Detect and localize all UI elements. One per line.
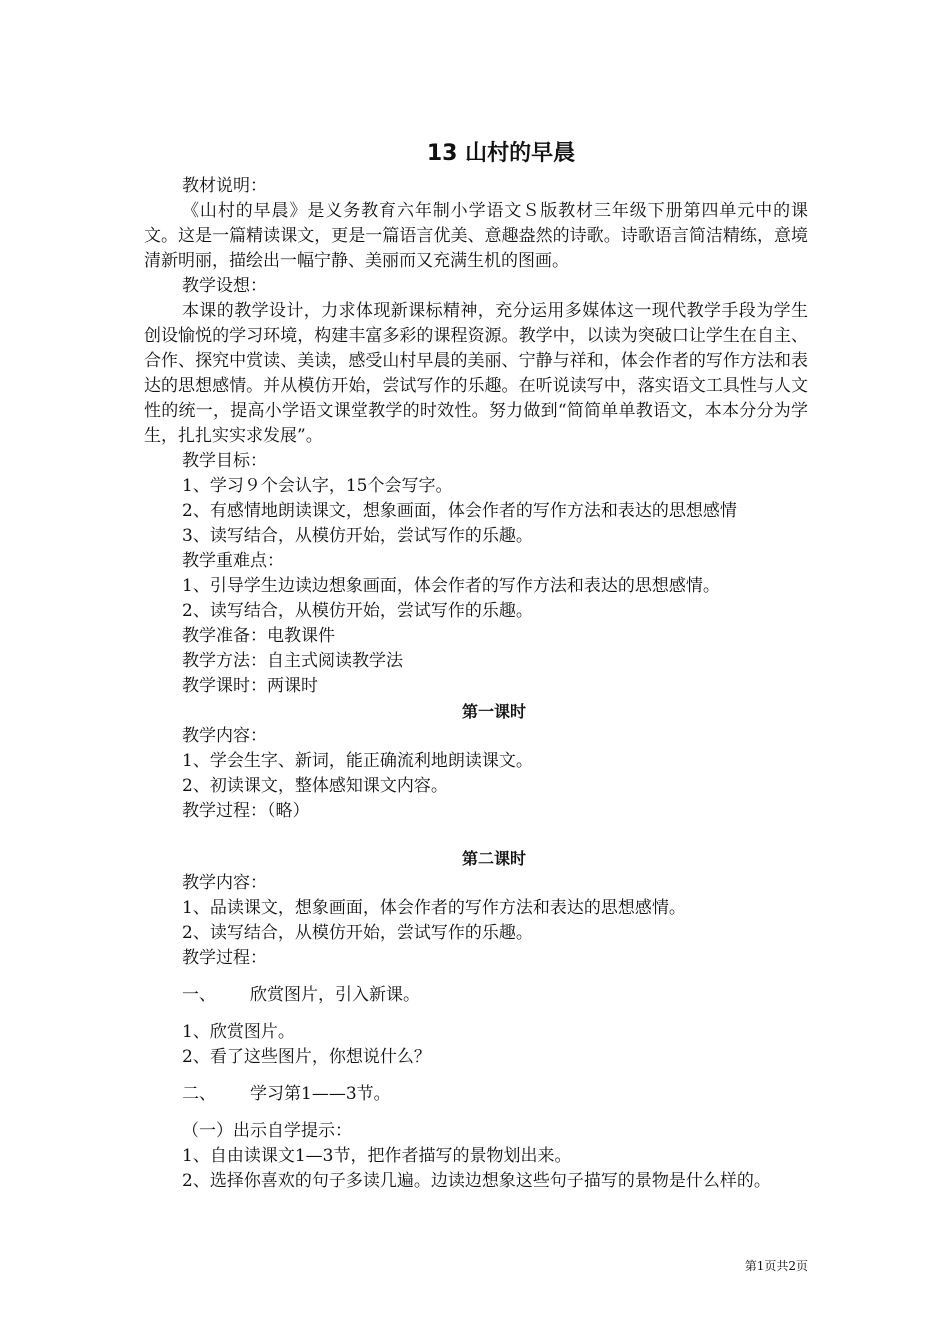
- lesson1-heading: 第一课时: [461, 702, 526, 721]
- step1-item: 1、欣赏图片。: [182, 1022, 295, 1042]
- teaching-hours: 教学课时：两课时: [182, 676, 318, 696]
- sub-step-item: 2、选择你喜欢的句子多读几遍。边读边想象这些句子描写的景物是什么样的。: [182, 1171, 771, 1191]
- lesson1-item: 1、学会生字、新词，能正确流利地朗读课文。: [182, 751, 533, 771]
- sub-step-label: （一）出示自学提示：: [182, 1121, 352, 1141]
- lesson2-item: 1、品读课文，想象画面，体会作者的写作方法和表达的思想感情。: [182, 898, 686, 918]
- sub-step-item: 1、自由读课文1—3节，把作者描写的景物划出来。: [182, 1146, 572, 1166]
- spacer: [144, 1070, 808, 1082]
- teaching-method: 教学方法：自主式阅读教学法: [182, 651, 403, 671]
- step1-item: 2、看了这些图片，你想说什么？: [182, 1047, 431, 1067]
- goals-label: 教学目标：: [182, 451, 267, 471]
- page-footer: 第1页共2页: [744, 1259, 808, 1273]
- goal-item: 1、学习９个会认字，15个会写字。: [182, 476, 453, 496]
- materials-text: 《山村的早晨》是义务教育六年制小学语文Ｓ版教材三年级下册第四单元中的课文。这是一篇精读课文，更是一篇语言优美、意趣盎然的诗歌。诗歌语言简洁精练，意境清新明丽，描绘出一幅宁静、美丽而又充满生机的图画。: [144, 201, 808, 271]
- lesson2-content-label: 教学内容：: [182, 873, 267, 893]
- spacer: [144, 824, 808, 846]
- spacer: [144, 1107, 808, 1119]
- materials-label: 教材说明：: [182, 176, 267, 196]
- step2-heading: [144, 1082, 808, 1107]
- step1-text: 欣赏图片，引入新课。: [250, 985, 420, 1005]
- lesson1-process: 教学过程：（略）: [182, 801, 310, 821]
- document-title: 13 山村的早晨: [426, 141, 576, 166]
- lesson2-process-label: 教学过程：: [182, 948, 267, 968]
- design-label: 教学设想：: [182, 276, 267, 296]
- spacer: [144, 971, 808, 983]
- lesson1-item: 2、初读课文，整体感知课文内容。: [182, 776, 448, 796]
- key-point-item: 1、引导学生边读边想象画面，体会作者的写作方法和表达的思想感情。: [182, 576, 720, 596]
- goal-item: 2、有感情地朗读课文，想象画面，体会作者的写作方法和表达的思想感情: [182, 501, 737, 521]
- step2-text: 学习第1——3节。: [250, 1084, 391, 1104]
- design-text: 本课的教学设计，力求体现新课标精神，充分运用多媒体这一现代教学手段为学生创设愉悦的学习环境，构建丰富多彩的课程资源。教学中，以读为突破口让学生在自主、合作、探究中赏读、美读，感受山村早晨的美丽、宁静与祥和，体会作者的写作方法和表达的思想感情。并从模仿开始，尝试写作的乐趣。在听说读写中，落实语文工具性与人文性的统一，提高小学语文课堂教学的时效性。努力做到“简简单单教语文，本本分分为学生，扎扎实实求发展”。: [144, 301, 808, 446]
- step1-heading: [144, 983, 808, 1008]
- lesson1-content-label: 教学内容：: [182, 726, 267, 746]
- goal-item: 3、读写结合，从模仿开始，尝试写作的乐趣。: [182, 526, 533, 546]
- step2-number: 二、: [182, 1084, 216, 1104]
- key-points-label: 教学重难点：: [182, 551, 284, 571]
- document-body: [144, 134, 808, 1194]
- teaching-prep: 教学准备：电教课件: [182, 626, 335, 646]
- step1-number: 一、: [182, 985, 216, 1005]
- lesson2-item: 2、读写结合，从模仿开始，尝试写作的乐趣。: [182, 923, 533, 943]
- key-point-item: 2、读写结合，从模仿开始，尝试写作的乐趣。: [182, 601, 533, 621]
- lesson2-heading: 第二课时: [461, 849, 526, 868]
- spacer: [144, 1008, 808, 1020]
